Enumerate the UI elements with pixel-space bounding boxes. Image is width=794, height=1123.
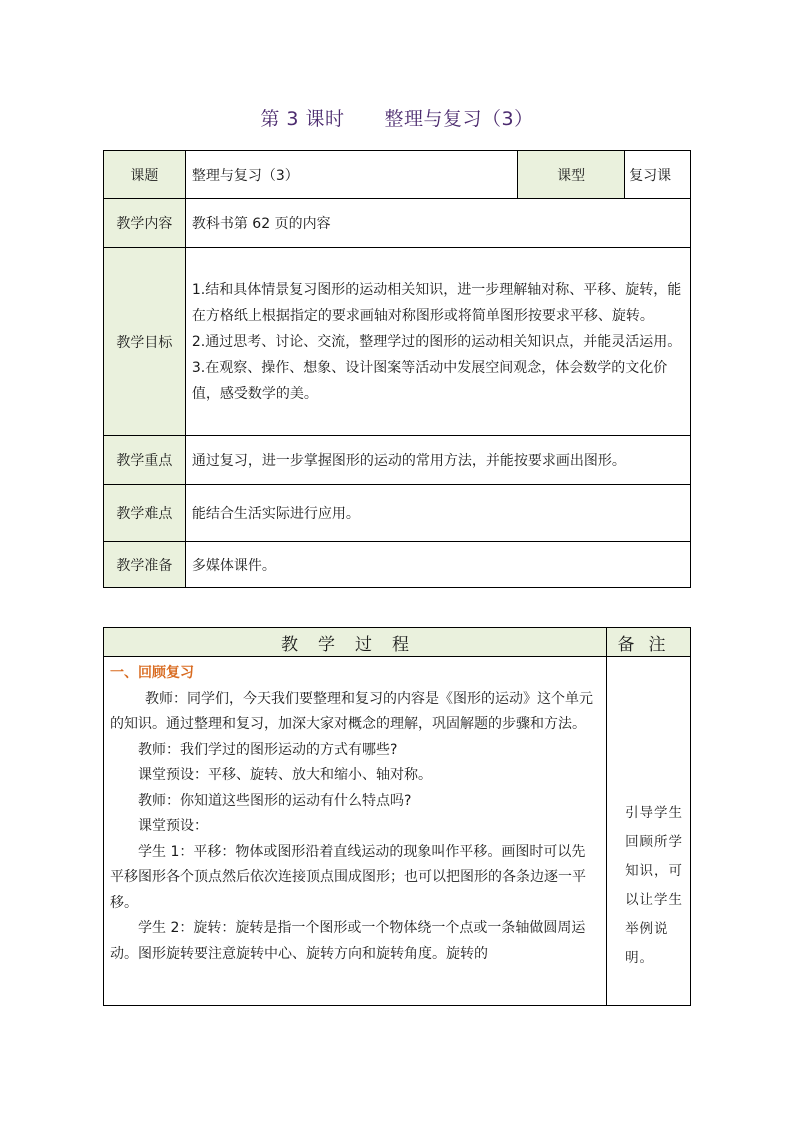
lesson-number: 第 3 课时 [260, 108, 345, 130]
process-paragraph: 教师：你知道这些图形的运动有什么特点吗? [138, 792, 412, 809]
process-header: 教学过程 [104, 628, 607, 657]
section-title: 一、回顾复习 [110, 665, 194, 681]
note-line: 引导学生 [625, 805, 684, 821]
note-line: 举例说明。 [625, 921, 669, 966]
goal-list [185, 248, 690, 436]
goal-item: 3.在观察、操作、想象、设计图案等活动中发展空间观念，体会数学的文化价值，感受数学的美。 [191, 359, 668, 402]
note-line: 回顾所学 [625, 834, 684, 850]
type-label: 课型 [518, 151, 625, 199]
goal-item: 1.结和具体情景复习图形的运动相关知识，进一步理解轴对称、平移、旋转，能在方格纸上根据指定的要求画轴对称图形或将简单图形按要求平移、旋转。 [191, 281, 682, 324]
process-paragraph: 课堂预设： [138, 818, 208, 834]
lesson-info-table [103, 150, 691, 588]
goal-item: 2.通过思考、讨论、交流，整理学过的图形的运动相关知识点，并能灵活运用。 [191, 333, 682, 350]
note-line: 知识，可 [625, 863, 684, 879]
process-paragraph: 教师：同学们，今天我们要整理和复习的内容是《图形的运动》这个单元的知识。通过整理和复习，加深大家对概念的理解，巩固解题的步骤和方法。 [110, 690, 593, 732]
process-paragraph: 教师：我们学过的图形运动的方式有哪些? [138, 741, 398, 758]
notes-header: 备注 [607, 628, 691, 657]
process-paragraph: 学生 2：旋转：旋转是指一个图形或一个物体绕一个点或一条轴做圆周运动。图形旋转要注意旋转中心、旋转方向和旋转角度。旋转的 [110, 920, 586, 962]
goal-label: 教学目标 [104, 248, 186, 436]
difficulty-label: 教学难点 [104, 485, 186, 542]
type-value: 复习课 [625, 151, 691, 199]
topic-label: 课题 [104, 151, 186, 199]
note-line: 以让学生 [625, 892, 684, 908]
process-paragraph: 课堂预设：平移、旋转、放大和缩小、轴对称。 [138, 767, 432, 783]
teaching-process-table [103, 627, 691, 1006]
content-value: 教科书第 62 页的内容 [185, 199, 690, 248]
prep-label: 教学准备 [104, 542, 186, 588]
key-label: 教学重点 [104, 436, 186, 485]
prep-value: 多媒体课件。 [185, 542, 690, 588]
difficulty-value: 能结合生活实际进行应用。 [185, 485, 690, 542]
key-value: 通过复习，进一步掌握图形的运动的常用方法，并能按要求画出图形。 [185, 436, 690, 485]
topic-value: 整理与复习（3） [185, 151, 517, 199]
content-label: 教学内容 [104, 199, 186, 248]
notes-column [607, 657, 691, 1006]
lesson-name: 整理与复习（3） [384, 108, 534, 130]
page-title [0, 104, 794, 131]
process-paragraph: 学生 1：平移：物体或图形沿着直线运动的现象叫作平移。画图时可以先平移图形各个顶点然后依次连接顶点围成图形；也可以把图形的各条边逐一平移。 [110, 843, 586, 911]
process-body [104, 657, 607, 1006]
